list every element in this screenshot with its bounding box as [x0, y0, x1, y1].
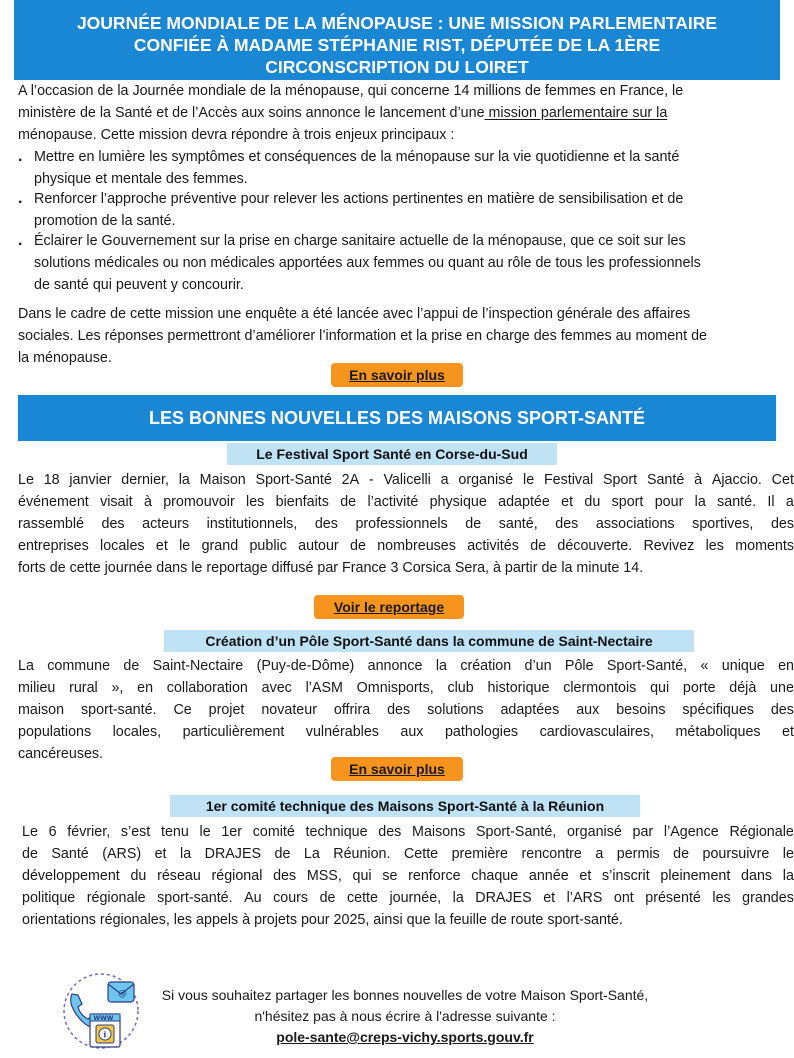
news-line: cancéreuses.: [18, 746, 104, 762]
news-line: milieu rural », en collaboration avec l’ASM Omnisports, club historique clermontois qui porte déjà une: [18, 680, 794, 696]
news-line: populations locales, particulièrement vulnérables aux pathologies cardiovasculaires, métaboliques et: [18, 724, 794, 740]
news-line: La commune de Saint-Nectaire (Puy-de-Dôme) annonce la création d’un Pôle Sport-Santé, « unique en: [18, 658, 794, 674]
menopause-closing: [18, 303, 794, 369]
bullet-dot-icon: .: [18, 190, 23, 207]
closing-line: sociales. Les réponses permettront d’améliorer l’information et la prise en charge des femmes au moment de: [18, 328, 707, 344]
bullet-dot-icon: .: [18, 232, 23, 249]
bullet-text: [34, 146, 679, 190]
intro-text: ministère de la Santé et de l’Accès aux soins annonce le lancement d’une: [18, 105, 485, 121]
intro-line: [18, 102, 794, 124]
news-line: rassemblé des acteurs institutionnels, des professionnels de santé, des associations sportives, des: [18, 516, 794, 532]
svg-text:@: @: [118, 989, 127, 999]
news-title-festival: Le Festival Sport Santé en Corse-du-Sud: [227, 443, 557, 465]
news-line: orientations régionales, les appels à projets pour 2025, ainsi que la feuille de route sport-santé.: [22, 912, 623, 928]
intro-line: A l’occasion de la Journée mondiale de la ménopause, qui concerne 14 millions de femmes en France, le: [18, 83, 684, 99]
news-body-reunion: [22, 821, 794, 931]
footer-line-2: n'hésitez pas à nous écrire à l'adresse suivante :: [254, 1008, 556, 1024]
closing-line: la ménopause.: [18, 350, 112, 366]
news-line: événement visait à promouvoir les bienfaits de l’activité physique adaptée et du sport pour la santé. Il a: [18, 494, 794, 510]
en-savoir-plus-button-2[interactable]: En savoir plus: [331, 757, 463, 781]
sport-sante-banner: LES BONNES NOUVELLES DES MAISONS SPORT-SANTÉ: [18, 395, 776, 441]
menopause-banner-line-3: CIRCONSCRIPTION DU LOIRET: [265, 57, 529, 77]
menopause-banner-line-1: JOURNÉE MONDIALE DE LA MÉNOPAUSE : UNE MISSION PARLEMENTAIRE: [76, 13, 718, 33]
footer-line-1: Si vous souhaitez partager les bonnes nouvelles de votre Maison Sport-Santé,: [161, 987, 649, 1003]
voir-le-reportage-button[interactable]: Voir le reportage: [314, 595, 464, 619]
www-label: WWW: [93, 1015, 114, 1022]
news-line: Le 18 janvier dernier, la Maison Sport-Santé 2A - Valicelli a organisé le Festival Sport Santé à Ajaccio. Cet: [18, 472, 794, 488]
bullet-line: Renforcer l’approche préventive pour relever les actions pertinentes en matière de sensibilisation et de: [34, 191, 684, 207]
en-savoir-plus-button[interactable]: En savoir plus: [331, 363, 463, 387]
closing-line: Dans le cadre de cette mission une enquête a été lancée avec l’appui de l’inspection générale des affaires: [18, 306, 691, 322]
menopause-intro: [18, 80, 794, 146]
bullet-text: [34, 230, 701, 296]
mission-parlementaire-link[interactable]: mission parlementaire sur la: [484, 105, 668, 121]
news-line: développement du réseau régional des MSS, qui se renforce chaque année et s’inscrit pleinement dans la: [22, 868, 794, 884]
bullet-line: physique et mentale des femmes.: [34, 171, 248, 187]
bullet-line: de santé qui peuvent y concourir.: [34, 277, 244, 293]
news-body-festival: [18, 469, 794, 579]
news-body-saint-nectaire: [18, 655, 794, 765]
menopause-banner-line-2: CONFIÉE À MADAME STÉPHANIE RIST, DÉPUTÉE DE LA 1ÈRE: [133, 35, 661, 55]
news-line: entreprises locales et le grand public autour de nombreuses activités de découverte. Revivez les moments: [18, 538, 794, 554]
bullet-line: promotion de la santé.: [34, 213, 176, 229]
contact-email-link[interactable]: pole-sante@creps-vichy.sports.gouv.fr: [276, 1029, 534, 1045]
svg-text:i: i: [103, 1030, 107, 1040]
news-line: forts de cette journée dans le reportage diffusé par France 3 Corsica Sera, à partir de la minute 14.: [18, 560, 644, 576]
news-line: politique régionale sport-santé. Au cours de cette journée, la DRAJES et l’ARS ont présenté les grandes: [22, 890, 794, 906]
news-line: de Santé (ARS) et la DRAJES de La Réunion. Cette première rencontre a permis de poursuivre le: [22, 846, 794, 862]
bullet-line: solutions médicales ou non médicales apportées aux femmes ou quant au rôle de tous les professionnels: [34, 255, 701, 271]
bullet-line: Éclairer le Gouvernement sur la prise en charge sanitaire actuelle de la ménopause, que ce soit sur les: [34, 233, 686, 249]
news-line: maison sport-santé. Ce projet novateur offrira des solutions adaptées aux besoins spécifiques des: [18, 702, 794, 718]
news-line: Le 6 février, s’est tenu le 1er comité technique des Maisons Sport-Santé, organisé par l’Agence Régionale: [22, 824, 794, 840]
bullet-text: [34, 188, 683, 232]
footer-contact: [110, 985, 700, 1048]
bullet-line: Mettre en lumière les symptômes et conséquences de la ménopause sur la vie quotidienne et la santé: [34, 149, 680, 165]
menopause-banner: [14, 0, 780, 80]
intro-line: ménopause. Cette mission devra répondre à trois enjeux principaux :: [18, 127, 455, 143]
news-title-saint-nectaire: Création d’un Pôle Sport-Santé dans la commune de Saint-Nectaire: [164, 630, 694, 652]
bullet-dot-icon: .: [18, 148, 23, 165]
news-title-reunion: 1er comité technique des Maisons Sport-Santé à la Réunion: [170, 795, 640, 817]
